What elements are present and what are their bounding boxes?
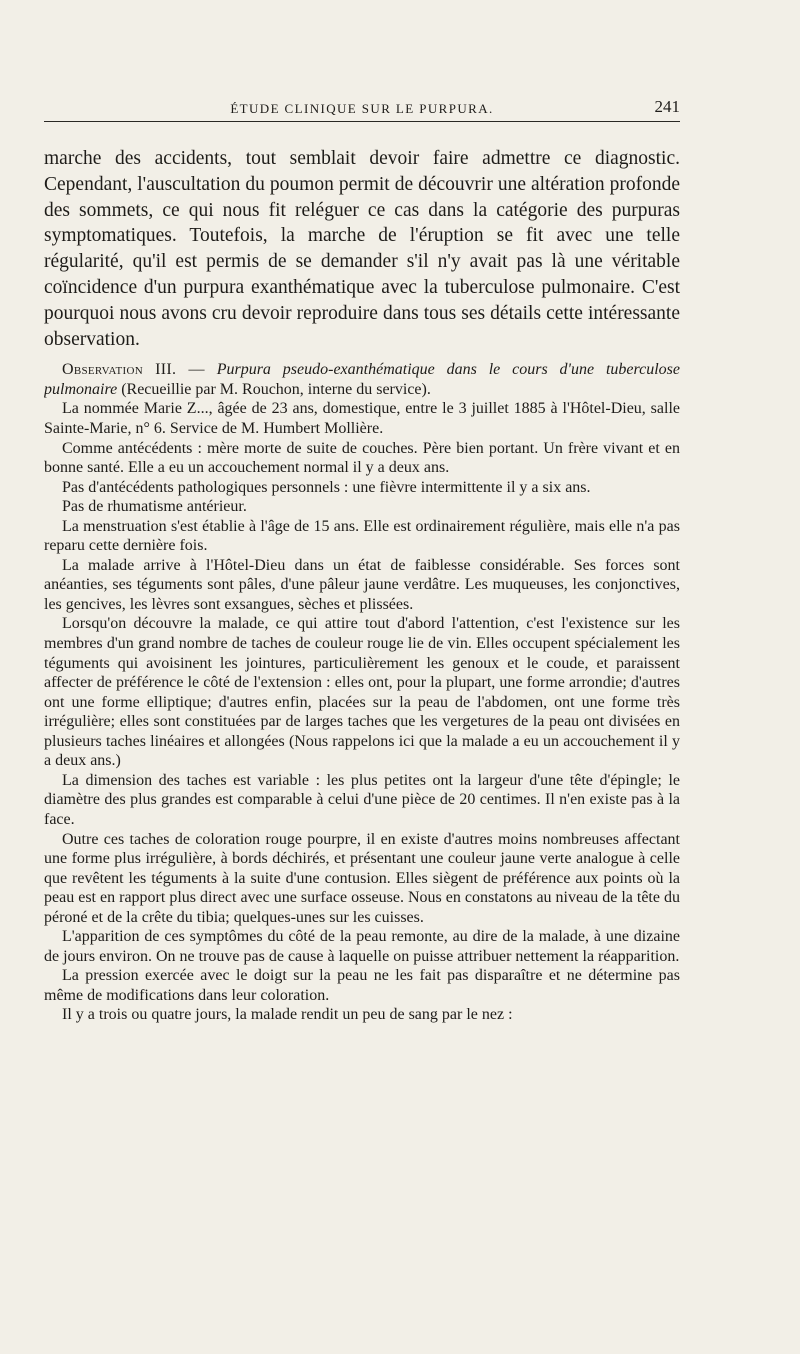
body-text [44, 146, 680, 1025]
observation-paragraph: La pression exercée avec le doigt sur la peau ne les fait pas disparaître et ne détermine pas même de modifications dans leur coloration. [44, 967, 680, 1004]
observation-paragraph: Comme antécédents : mère morte de suite de couches. Père bien portant. Un frère vivant et en bonne santé. Elle a eu un accouchement normal il y a deux ans. [44, 439, 680, 477]
observation-paragraph: Pas de rhumatisme antérieur. [62, 498, 247, 516]
observation-paragraph: La nommée Marie Z..., âgée de 23 ans, domestique, entre le 3 juillet 1885 à l'Hôtel-Dieu, salle Sainte-Marie, n° 6. Service de M. Humbert Mollière. [44, 400, 680, 438]
observation-source: (Recueillie par M. Rouchon, interne du service). [121, 380, 431, 398]
running-title: ÉTUDE CLINIQUE SUR LE PURPURA. [230, 101, 494, 116]
observation-paragraph: L'apparition de ces symptômes du côté de la peau remonte, au dire de la malade, à une dizaine de jours environ. On ne trouve pas de cause à laquelle on puisse attribuer nettement la réapparition. [44, 928, 680, 965]
running-header [44, 95, 680, 122]
observation-paragraph: Outre ces taches de coloration rouge pourpre, il en existe d'autres moins nombreuses affectant une forme plus irrégulière, à bords déchirés, et présentant une couleur jaune verte analogue à celle que revêtent les téguments à la suite d'une contusion. Elles siègent de préférence aux points où la peau est en rapport plus direct avec une surface osseuse. Nous en constatons au niveau de la tête du péroné et de la crête du tibia; quelques-unes sur les cuisses. [44, 830, 680, 926]
main-text [44, 146, 680, 352]
observation-paragraph: Lorsqu'on découvre la malade, ce qui attire tout d'abord l'attention, c'est l'existence sur les membres d'un grand nombre de taches de couleur rouge lie de vin. Elles occupent spécialement les téguments qui avoisinent les jointures, particulièrement les genoux et le coude, et paraissent affecter de préférence le côté de l'extension : elles ont, pour la plupart, une forme arrondie; d'autres ont une forme elliptique; d'autres enfin, placées sur la peau de l'abdomen, ont une forme très irrégulière; elles sont constituées par de larges taches que les vergetures de la peau ont divisées en plusieurs taches linéaires et allongées (Nous rappelons ici que la malade a eu un accouchement il y a deux ans.) [44, 615, 680, 770]
observation-paragraph: La menstruation s'est établie à l'âge de 15 ans. Elle est ordinairement régulière, mais elle n'a pas reparu cette dernière fois. [44, 517, 680, 555]
observation-section [44, 360, 680, 1025]
observation-paragraph: Pas d'antécédents pathologiques personnels : une fièvre intermittente il y a six ans. [62, 478, 591, 496]
page-number: 241 [654, 97, 680, 116]
observation-label: Observation III. — [62, 361, 205, 379]
observation-paragraph: La malade arrive à l'Hôtel-Dieu dans un état de faiblesse considérable. Ses forces sont anéanties, ses téguments sont pâles, d'une pâleur jaune verdâtre. Les muqueuses, les conjonctives, les gencives, les lèvres sont exsangues, sèches et plissées. [44, 556, 680, 613]
observation-paragraph: Il y a trois ou quatre jours, la malade rendit un peu de sang par le nez : [62, 1006, 513, 1024]
main-paragraph: marche des accidents, tout semblait devoir faire admettre ce diagnostic. Cependant, l'auscultation du poumon permit de découvrir une altération profonde des sommets, ce qui nous fit reléguer ce cas dans la catégorie des purpuras symptomatiques. Toutefois, la marche de l'éruption se fit avec une telle régularité, qu'il est permis de se demander s'il n'y avait pas là une véritable coïncidence d'un purpura exanthématique avec la tuberculose pulmonaire. C'est pourquoi nous avons cru devoir reproduire dans tous ses détails cette intéressante observation. [44, 148, 680, 350]
observation-title: Purpura pseudo-exanthématique dans le cours d'une tuberculose pulmonaire [44, 361, 680, 398]
observation-paragraph: La dimension des taches est variable : les plus petites ont la largeur d'une tête d'épingle; le diamètre des plus grandes est comparable à celui d'une pièce de 20 centimes. Il n'en existe pas à la face. [44, 771, 680, 828]
observation-heading [44, 360, 680, 399]
book-page [44, 95, 680, 1325]
